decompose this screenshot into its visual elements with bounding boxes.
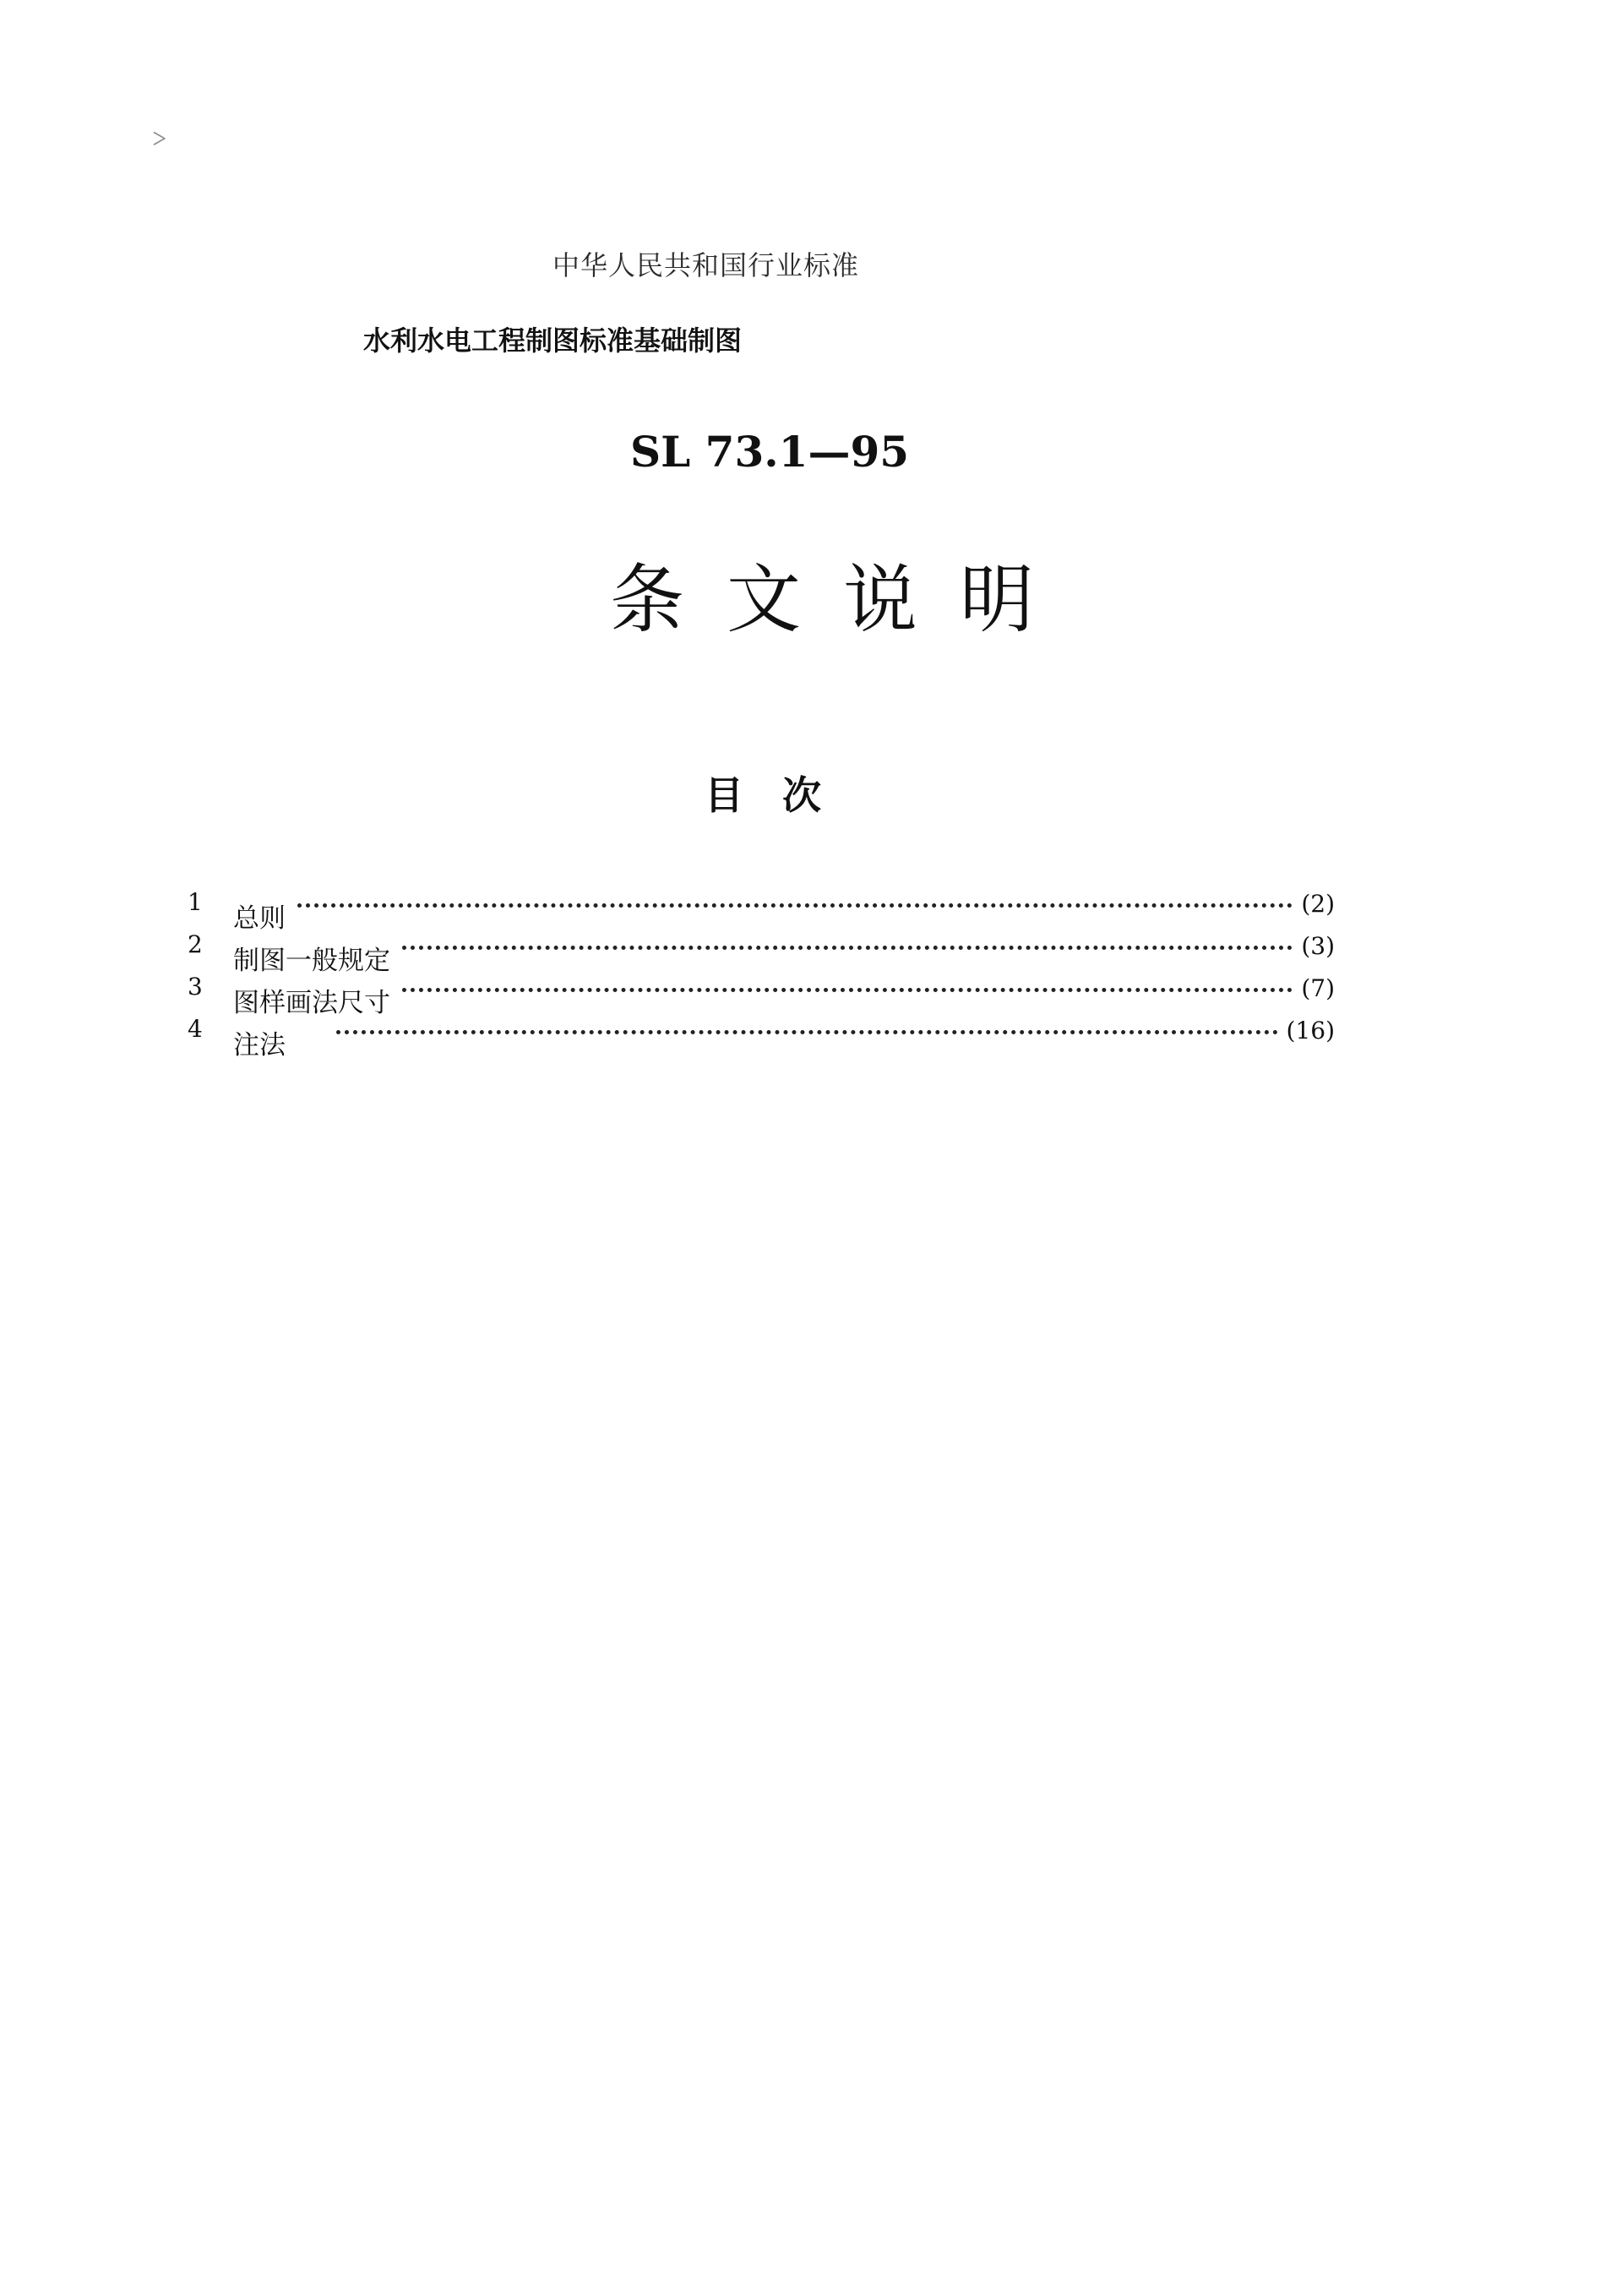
- corner-mark: ﹥: [142, 116, 176, 155]
- toc-entry-number: 3: [188, 972, 203, 1001]
- document-title: 条文说明: [610, 556, 1077, 643]
- toc-leader-dots: [336, 1030, 1278, 1034]
- toc-entry-number: 2: [188, 930, 203, 958]
- toc-entry-page: (3): [1301, 931, 1335, 960]
- toc-entry-number: 4: [188, 1014, 203, 1043]
- standard-code: SL 73.1—95: [630, 427, 910, 477]
- toc-entry-label: 图样画法尺寸: [233, 987, 390, 1018]
- toc-entry-label: 总则: [233, 903, 286, 934]
- toc-entry-label: 注法: [233, 1029, 286, 1061]
- toc-entry[interactable]: [188, 930, 1335, 976]
- toc-leader-dots: [402, 946, 1293, 950]
- toc-leader-dots: [402, 988, 1293, 992]
- toc-entry-page: (7): [1301, 973, 1335, 1002]
- issuer-line: 中华人民共和国行业标准: [552, 249, 860, 281]
- toc-entry-page: (2): [1301, 889, 1335, 918]
- toc-leader-dots: [297, 903, 1293, 908]
- toc-entry-page: (16): [1286, 1016, 1335, 1044]
- toc-heading: 目次: [705, 772, 860, 818]
- toc-entry-number: 1: [188, 887, 203, 916]
- table-of-contents: [188, 887, 1335, 1061]
- toc-entry[interactable]: [188, 972, 1335, 1018]
- standard-title: 水利水电工程制图标准基础制图: [363, 324, 743, 357]
- toc-entry-label: 制图一般规定: [233, 945, 390, 976]
- toc-entry[interactable]: [188, 1014, 1335, 1061]
- toc-entry[interactable]: [188, 887, 1335, 934]
